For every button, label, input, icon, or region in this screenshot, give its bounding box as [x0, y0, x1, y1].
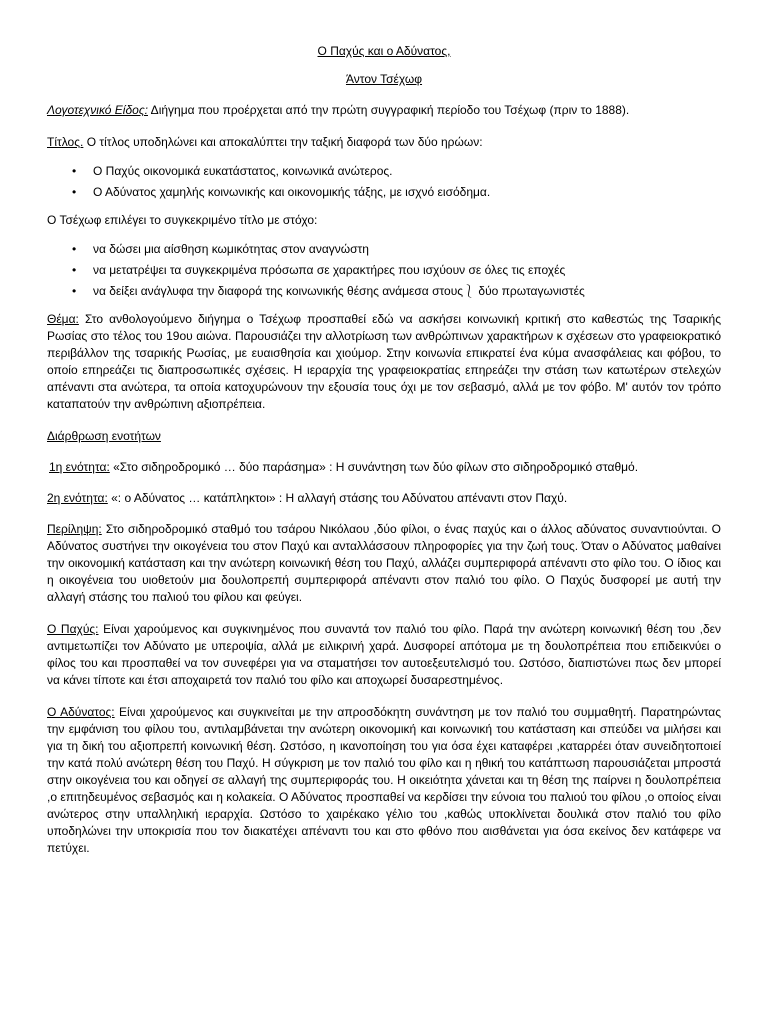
summary-text: Στο σιδηροδρομικό σταθμό του τσάρου Νικόλαου ,δύο φίλοι, ο ένας παχύς και ο άλλος αδύνατος συναντιούνται. Ο Αδύνατος συστήνει την οικογένεια του στον Παχύ και ανταλλάσσουν πληροφορίες για την ζωή τους. Όταν ο Αδύνατος μαθαίνει την οικονομική κατάσταση και την ανώτερη κοινωνική θέση του Παχύ, αλλάζει συμπεριφορά απέναντι στο φίλο του. Ο ίδιος και η οικογένεια του υιοθετούν μια δουλοπρεπή συμπεριφορά απέναντι στον παλιό του φίλο. Ο Παχύς δυσφορεί με αυτή την αλλαγή στάσης του παλιού του φίλου και φεύγει.: [47, 522, 721, 604]
fat-text: Είναι χαρούμενος και συγκινημένος που συναντά τον παλιό του φίλο. Παρά την ανώτερη κοινωνική θέση του ,δεν αντιμετωπίζει τον Αδύνατο με υπεροψία, αλλά με ειλικρινή χαρά. Δυσφορεί απότομα με τη δουλοπρέπεια που επιδεικνύει ο φίλος του και προσπαθεί να τον συνεφέρει για να σταματήσει τον αυτοεξευτελισμό του. Ωστόσο, διαπιστώνει πως δεν μπορεί να κάνει τίποτε και έτσι αποχαιρετά τον παλιό του φίλο και αποχωρεί δυσαρεστημένος.: [47, 622, 721, 687]
purpose-bullet-list: [47, 241, 721, 300]
title-label: Τίτλος.: [47, 135, 84, 149]
unit2-text: «: ο Αδύνατος … κατάπληκτοι» : Η αλλαγή στάσης του Αδύνατου απέναντι στον Παχύ.: [107, 491, 568, 505]
summary-paragraph: [47, 521, 721, 606]
list-item: • να δείξει ανάγλυφα την διαφορά της κοινωνικής θέσης ανάμεσα στους⎱ δύο πρωταγωνιστές: [93, 283, 721, 300]
unit1-text: «Στο σιδηροδρομικό … δύο παράσημα» : Η συνάντηση των δύο φίλων στο σιδηροδρομικό σταθμό.: [109, 460, 639, 474]
genre-paragraph: [47, 102, 721, 119]
unit1-label: 1η ενότητα:: [49, 460, 110, 474]
thin-paragraph: [47, 704, 721, 857]
theme-text: Στο ανθολογούμενο διήγημα ο Τσέχωφ προσπαθεί εδώ να ασκήσει κοινωνική κριτική στο καθεστώς της Τσαρικής Ρωσίας στο τέλος του 19ου αιώνα. Παρουσιάζει την αλλοτρίωση των ανθρώπινων χαρακτήρων κ σχέσεων στο γραφειοκρατικό περιβάλλον της τσαρικής Ρωσίας, με ευαισθησία και χιούμορ. Στην κοινωνία επικρατεί ένα κύμα ανασφάλειας και φόβου, το οποίο επηρεάζει τις διαπροσωπικές σχέσεις. Η ιεραρχία της γραφειοκρατίας επηρεάζει την στάση των κατωτέρων στελεχών απέναντι στα ανώτερα, τα οποία κατοχυρώνουν την εξουσία τους όχι με τον σεβασμό, αλλά με τον φόβο. Μ' αυτόν τον τρόπο καταπατούν την ανθρώπινη αξιοπρέπεια.: [47, 312, 721, 411]
document-author-text: Άντον Τσέχωφ: [345, 72, 423, 86]
fat-label: Ο Παχύς:: [47, 622, 99, 636]
summary-label: Περίληψη:: [47, 522, 102, 536]
fat-paragraph: [47, 621, 721, 689]
genre-label: Λογοτεχνικό Είδος:: [47, 103, 148, 117]
unit2-label: 2η ενότητα:: [47, 491, 108, 505]
unit2-paragraph: [47, 490, 721, 507]
thin-label: Ο Αδύνατος:: [47, 705, 115, 719]
theme-paragraph: [47, 311, 721, 413]
structure-heading-text: Διάρθρωση ενοτήτων: [47, 429, 161, 443]
list-item: • να μετατρέψει τα συγκεκριμένα πρόσωπα σε χαρακτήρες που ισχύουν σε όλες τις εποχές: [93, 262, 721, 279]
list-item: • Ο Αδύνατος χαμηλής κοινωνικής και οικονομικής τάξης, με ισχνό εισόδημα.: [93, 184, 721, 201]
thin-text: Είναι χαρούμενος και συγκινείται με την απροσδόκητη συνάντηση με τον παλιό του συμμαθητή. Παρατηρώντας την εμφάνιση του φίλου του, αντιλαμβάνεται την ανώτερη οικονομική και κοινωνική του κατάσταση και σπεύδει να μιλήσει και για τη δική του αξιοπρεπή κοινωνική θέση. Ωστόσο, η ικανοποίηση του για όσα έχει καταφέρει ,καταρρέει όταν συνειδητοποιεί την κατά πολύ ανώτερη θέση του Παχύ. Η σύγκριση με τον παλιό του φίλο και η ηθική του κατάπτωση παρουσιάζεται μπροστά στην οικογένεια του και οδηγεί σε αλλαγή της συμπεριφοράς του. Η οικειότητα χάνεται και τη θέση της παίρνει η δουλοπρέπεια ,ο επιτηδευμένος σεβασμός και η κολακεία. Ο Αδύνατος προσπαθεί να κερδίσει την εύνοια του παλιού του φίλου ,ο οποίος είναι ανώτερος στην υπαλληλική ιεραρχία. Ωστόσο το χαιρέκακο γέλιο του ,καθώς υποκλίνεται δουλικά στον παλιό του φίλο υποδηλώνει την υποκρισία που τον διακατέχει απέναντι του και στο φθόνο που αισθάνεται για όσα εκείνος δεν κατάφερε να πετύχει.: [47, 705, 721, 855]
theme-label: Θέμα:: [47, 312, 79, 326]
structure-heading: [47, 428, 721, 445]
unit1-paragraph: [47, 459, 721, 476]
title-text: Ο τίτλος υποδηλώνει και αποκαλύπτει την ταξική διαφορά των δύο ηρώων:: [83, 135, 483, 149]
document-title: [47, 43, 721, 60]
document-author: [47, 71, 721, 88]
title-paragraph: [47, 134, 721, 151]
list-item: • Ο Παχύς οικονομικά ευκατάστατος, κοινωνικά ανώτερος.: [93, 163, 721, 180]
document-title-text: Ο Παχύς και ο Αδύνατος,: [317, 44, 451, 58]
title-bullet-list: [47, 163, 721, 201]
genre-text: Διήγημα που προέρχεται από την πρώτη συγγραφική περίοδο του Τσέχωφ (πριν το 1888).: [148, 103, 630, 117]
purpose-intro: Ο Τσέχωφ επιλέγει το συγκεκριμένο τίτλο με στόχο:: [47, 213, 318, 227]
list-item: • να δώσει μια αίσθηση κωμικότητας στον αναγνώστη: [93, 241, 721, 258]
